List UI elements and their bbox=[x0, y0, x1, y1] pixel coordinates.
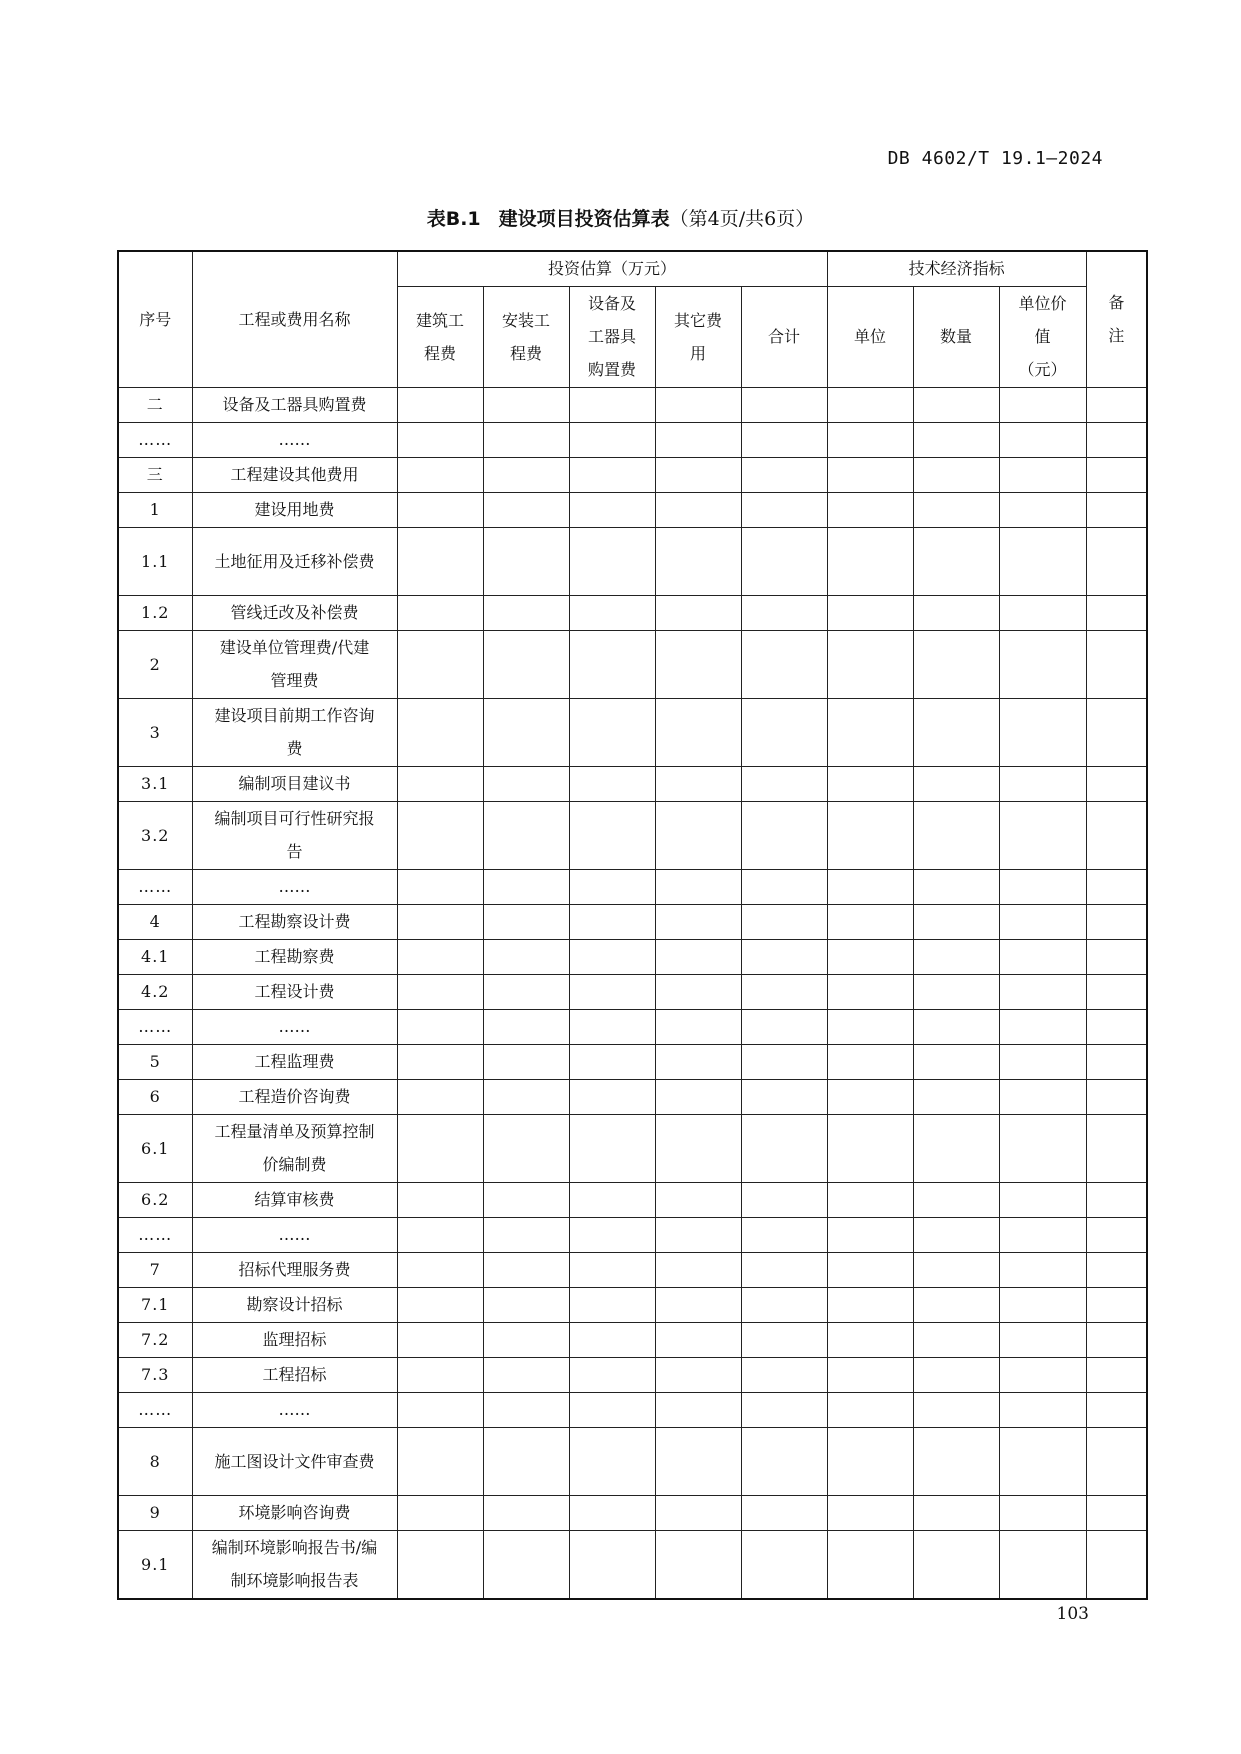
row-name: 工程设计费 bbox=[192, 975, 397, 1010]
page-number: 103 bbox=[1056, 1604, 1089, 1624]
row-name: 建设项目前期工作咨询费 bbox=[192, 699, 397, 767]
row-name: 建设单位管理费/代建管理费 bbox=[192, 631, 397, 699]
table-row bbox=[118, 1218, 1147, 1253]
table-row bbox=[118, 767, 1147, 802]
table-row bbox=[118, 458, 1147, 493]
row-seq: 7 bbox=[118, 1253, 192, 1288]
table-row bbox=[118, 975, 1147, 1010]
row-name: 编制项目建议书 bbox=[192, 767, 397, 802]
table-row bbox=[118, 1080, 1147, 1115]
row-name: 招标代理服务费 bbox=[192, 1253, 397, 1288]
row-seq: 7.2 bbox=[118, 1323, 192, 1358]
row-seq: 三 bbox=[118, 458, 192, 493]
row-name: 管线迁改及补偿费 bbox=[192, 596, 397, 631]
row-name: 工程勘察费 bbox=[192, 940, 397, 975]
row-seq: …… bbox=[118, 423, 192, 458]
row-seq: 1.2 bbox=[118, 596, 192, 631]
row-seq: 二 bbox=[118, 388, 192, 423]
table-row bbox=[118, 528, 1147, 596]
row-seq: 6 bbox=[118, 1080, 192, 1115]
header-installation-cost: 安装工程费 bbox=[483, 287, 569, 388]
table-row bbox=[118, 423, 1147, 458]
row-seq: 6.2 bbox=[118, 1183, 192, 1218]
row-seq: …… bbox=[118, 1218, 192, 1253]
row-seq: …… bbox=[118, 1393, 192, 1428]
table-row bbox=[118, 1045, 1147, 1080]
row-seq: 8 bbox=[118, 1428, 192, 1496]
header-name: 工程或费用名称 bbox=[192, 251, 397, 388]
row-name: 施工图设计文件审查费 bbox=[192, 1428, 397, 1496]
row-name: …… bbox=[192, 423, 397, 458]
table-row bbox=[118, 1496, 1147, 1531]
table-row bbox=[118, 1428, 1147, 1496]
row-seq: 3.2 bbox=[118, 802, 192, 870]
table-row bbox=[118, 1288, 1147, 1323]
row-name: 工程勘察设计费 bbox=[192, 905, 397, 940]
row-seq: 3.1 bbox=[118, 767, 192, 802]
row-name: 工程建设其他费用 bbox=[192, 458, 397, 493]
header-remark: 备注 bbox=[1086, 251, 1147, 388]
row-seq: 4.1 bbox=[118, 940, 192, 975]
table-row bbox=[118, 1253, 1147, 1288]
row-name: …… bbox=[192, 1393, 397, 1428]
header-equipment-cost: 设备及工器具购置费 bbox=[569, 287, 655, 388]
header-other-cost: 其它费用 bbox=[655, 287, 741, 388]
table-row bbox=[118, 802, 1147, 870]
header-unit-value: 单位价值（元） bbox=[999, 287, 1086, 388]
row-name: 工程造价咨询费 bbox=[192, 1080, 397, 1115]
table-label: 表B.1 bbox=[426, 208, 481, 230]
table-page-info: （第4页/共6页） bbox=[669, 208, 815, 230]
row-name: 编制项目可行性研究报告 bbox=[192, 802, 397, 870]
row-name: 工程招标 bbox=[192, 1358, 397, 1393]
standard-code: DB 4602/T 19.1—2024 bbox=[887, 148, 1103, 169]
row-name: 建设用地费 bbox=[192, 493, 397, 528]
table-row bbox=[118, 1115, 1147, 1183]
row-seq: 2 bbox=[118, 631, 192, 699]
table-row bbox=[118, 870, 1147, 905]
table-row bbox=[118, 699, 1147, 767]
header-quantity: 数量 bbox=[913, 287, 999, 388]
row-name: 土地征用及迁移补偿费 bbox=[192, 528, 397, 596]
header-building-cost: 建筑工程费 bbox=[397, 287, 483, 388]
header-tech-group: 技术经济指标 bbox=[827, 251, 1086, 287]
row-name: 工程量清单及预算控制价编制费 bbox=[192, 1115, 397, 1183]
row-name: 编制环境影响报告书/编制环境影响报告表 bbox=[192, 1531, 397, 1600]
table-row bbox=[118, 905, 1147, 940]
row-name: 勘察设计招标 bbox=[192, 1288, 397, 1323]
table-row bbox=[118, 596, 1147, 631]
table-row bbox=[118, 1531, 1147, 1600]
table-row bbox=[118, 1323, 1147, 1358]
table-row bbox=[118, 1393, 1147, 1428]
investment-estimate-table bbox=[117, 250, 1148, 1600]
row-seq: 3 bbox=[118, 699, 192, 767]
table-row bbox=[118, 631, 1147, 699]
table-row bbox=[118, 1183, 1147, 1218]
row-seq: 9.1 bbox=[118, 1531, 192, 1600]
table-row bbox=[118, 388, 1147, 423]
header-seq: 序号 bbox=[118, 251, 192, 388]
table-row bbox=[118, 940, 1147, 975]
row-name: 工程监理费 bbox=[192, 1045, 397, 1080]
row-seq: 4 bbox=[118, 905, 192, 940]
table-row bbox=[118, 1010, 1147, 1045]
row-seq: 1.1 bbox=[118, 528, 192, 596]
row-name: 监理招标 bbox=[192, 1323, 397, 1358]
row-seq: 6.1 bbox=[118, 1115, 192, 1183]
row-seq: 1 bbox=[118, 493, 192, 528]
row-name: 结算审核费 bbox=[192, 1183, 397, 1218]
row-seq: 4.2 bbox=[118, 975, 192, 1010]
row-seq: …… bbox=[118, 1010, 192, 1045]
header-investment-group: 投资估算（万元） bbox=[397, 251, 827, 287]
header-total: 合计 bbox=[741, 287, 827, 388]
table-title bbox=[0, 204, 1241, 231]
row-name: …… bbox=[192, 870, 397, 905]
row-seq: …… bbox=[118, 870, 192, 905]
row-seq: 7.3 bbox=[118, 1358, 192, 1393]
row-name: …… bbox=[192, 1218, 397, 1253]
row-name: 环境影响咨询费 bbox=[192, 1496, 397, 1531]
row-name: …… bbox=[192, 1010, 397, 1045]
row-seq: 5 bbox=[118, 1045, 192, 1080]
row-seq: 9 bbox=[118, 1496, 192, 1531]
header-unit: 单位 bbox=[827, 287, 913, 388]
table-row bbox=[118, 493, 1147, 528]
table-row bbox=[118, 1358, 1147, 1393]
row-name: 设备及工器具购置费 bbox=[192, 388, 397, 423]
row-seq: 7.1 bbox=[118, 1288, 192, 1323]
table-name: 建设项目投资估算表 bbox=[498, 208, 670, 230]
